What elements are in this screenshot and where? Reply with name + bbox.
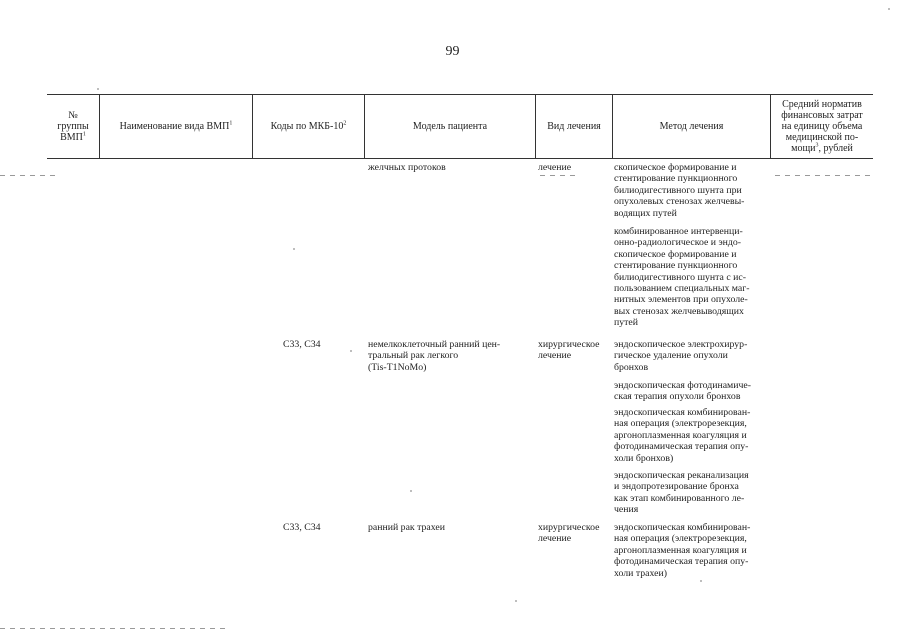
patient-model-cell: желчных протоков [368, 162, 446, 173]
method-block: комбинированное интервенци- онно-радиологическое и эндо- скопическое формирование и стентирование пункционного билиодигестивного шунта с ис- пользованием специальных маг- нитных элементов при опухоле- вых стенозах желчевыводящих путей [614, 226, 750, 329]
treatment-type-cell: лечение [538, 162, 572, 173]
icd-codes-cell: C33, C34 [283, 522, 321, 533]
method-block: эндоскопическая комбинирован- ная операция (электрорезекция, аргоноплазменная коагуляция и фотодинамическая терапия опу- холи бронхов) [614, 407, 751, 464]
page-number: 99 [445, 44, 460, 59]
scan-artifact-dot [410, 490, 412, 492]
header-vmp-name: Наименование вида ВМП$^1$ [119, 120, 233, 132]
vmp-table [47, 94, 873, 639]
scan-artifact-dot [350, 350, 352, 352]
scan-artifact-line [0, 175, 60, 176]
header-icd-codes: Коды по МКБ-$10^2$ [270, 120, 347, 132]
scan-artifact-line [775, 175, 875, 176]
method-block: скопическое формирование и стентирование пункционного билиодигестивного шунта при опухолевых стенозах желчевы- водящих путей [614, 162, 745, 219]
scan-artifact-dot [293, 248, 295, 250]
icd-codes-cell: C33, C34 [283, 339, 321, 350]
method-block: эндоскопическая комбинирован- ная операция (электрорезекция, аргоноплазменная коагуляция и фотодинамическая терапия опу- холи трахеи) [614, 522, 751, 579]
scan-artifact-dot [700, 580, 702, 582]
header-treatment-type: Вид лечения [547, 121, 601, 132]
treatment-type-cell: хирургическое лечение [538, 522, 600, 545]
scan-artifact-dot [97, 88, 99, 90]
method-block: эндоскопическая фотодинамиче- ская терапия опухоли бронхов [614, 380, 752, 403]
table-header [47, 94, 873, 159]
header-patient-model: Модель пациента [412, 121, 488, 132]
method-block: эндоскопическая реканализация и эндопротезирование бронха как этап комбинированного ле- чения [614, 470, 749, 516]
scan-artifact-dot [888, 8, 890, 10]
header-treatment-method: Метод лечения [659, 121, 724, 132]
scan-artifact-dot [515, 600, 517, 602]
patient-model-cell: ранний рак трахеи [368, 522, 446, 533]
patient-model-cell: немелкоклеточный ранний цен- тральный рак легкого (Tis-T1NoMo) [368, 339, 501, 373]
header-financial-norm: Средний норматив финансовых затрат на единицу объема медицинской по- мощи$^3$, рублей [781, 99, 863, 154]
treatment-type-cell: хирургическое лечение [538, 339, 600, 362]
header-group-number: № группы ВМП$^1$ [57, 110, 89, 143]
scan-artifact-line [0, 628, 230, 629]
scan-artifact-line [540, 175, 580, 176]
table-body [47, 159, 873, 639]
method-block: эндоскопическое электрохирур- гическое удаление опухоли бронхов [614, 339, 748, 373]
